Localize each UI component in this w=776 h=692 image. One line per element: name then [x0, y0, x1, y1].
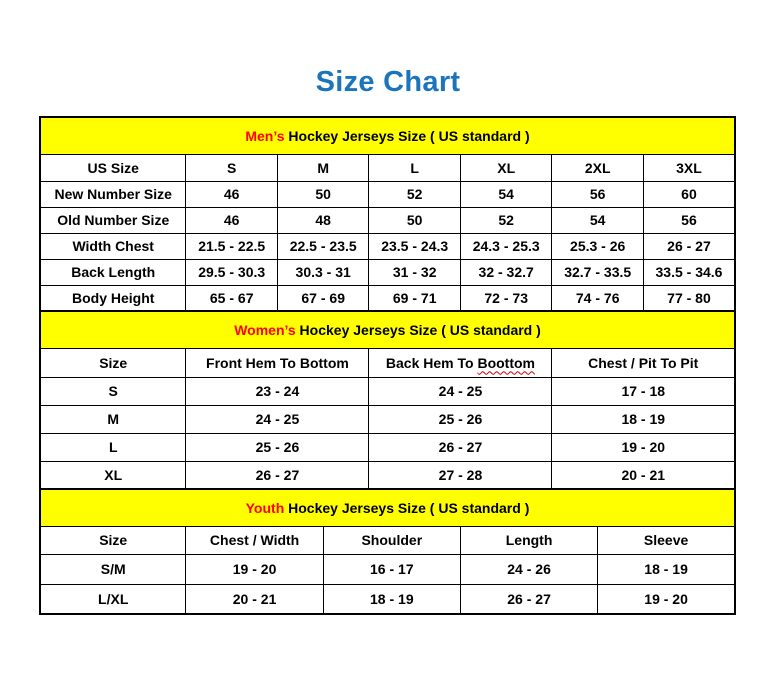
mens-col-header-2xl: 2XL — [552, 154, 644, 181]
youth-accent-word: Youth — [245, 499, 285, 516]
womens-row-s — [40, 377, 735, 405]
youth-col-header-length: Length — [460, 526, 597, 554]
mens-row-width-chest — [40, 233, 735, 259]
womens-value-cell: 27 - 28 — [369, 461, 552, 489]
mens-value-cell: 50 — [277, 181, 369, 207]
mens-value-cell: 46 — [186, 207, 278, 233]
youth-value-cell: 18 - 19 — [323, 584, 460, 614]
womens-value-cell: 25 - 26 — [186, 433, 369, 461]
womens-value-cell: 17 - 18 — [552, 377, 735, 405]
mens-col-header-s: S — [186, 154, 278, 181]
youth-col-header-size: Size — [40, 526, 186, 554]
youth-value-cell: 16 - 17 — [323, 554, 460, 584]
youth-size-table — [39, 488, 736, 615]
youth-value-cell: 19 - 20 — [186, 554, 323, 584]
mens-value-cell: 30.3 - 31 — [277, 259, 369, 285]
mens-value-cell: 65 - 67 — [186, 285, 278, 311]
mens-value-cell: 60 — [643, 181, 735, 207]
mens-value-cell: 33.5 - 34.6 — [643, 259, 735, 285]
mens-row-new-number-size — [40, 181, 735, 207]
youth-value-cell: 20 - 21 — [186, 584, 323, 614]
youth-col-header-shoulder: Shoulder — [323, 526, 460, 554]
mens-value-cell: 21.5 - 22.5 — [186, 233, 278, 259]
youth-col-header-sleeve: Sleeve — [598, 526, 735, 554]
youth-row-l-xl — [40, 584, 735, 614]
mens-value-cell: 52 — [369, 181, 461, 207]
womens-section-header: Women’s Hockey Jerseys Size ( US standard ) — [40, 311, 735, 348]
mens-col-header-us-size: US Size — [40, 154, 186, 181]
mens-value-cell: 25.3 - 26 — [552, 233, 644, 259]
womens-row-label-m: M — [40, 405, 186, 433]
mens-value-cell: 67 - 69 — [277, 285, 369, 311]
tables — [39, 116, 736, 615]
mens-value-cell: 56 — [643, 207, 735, 233]
mens-value-cell: 26 - 27 — [643, 233, 735, 259]
mens-value-cell: 48 — [277, 207, 369, 233]
mens-section-header: Men’s Hockey Jerseys Size ( US standard ) — [40, 117, 735, 154]
womens-row-m — [40, 405, 735, 433]
mens-value-cell: 50 — [369, 207, 461, 233]
womens-value-cell: 23 - 24 — [186, 377, 369, 405]
womens-accent-word: Women’s — [234, 321, 296, 338]
mens-value-cell: 77 - 80 — [643, 285, 735, 311]
mens-value-cell: 24.3 - 25.3 — [460, 233, 552, 259]
womens-value-cell: 26 - 27 — [186, 461, 369, 489]
mens-value-cell: 23.5 - 24.3 — [369, 233, 461, 259]
mens-value-cell: 74 - 76 — [552, 285, 644, 311]
womens-row-label-l: L — [40, 433, 186, 461]
womens-col-header-chest-pit-to-pit: Chest / Pit To Pit — [552, 348, 735, 377]
youth-section-header: Youth Hockey Jerseys Size ( US standard ) — [40, 489, 735, 526]
mens-row-label-old-number-size: Old Number Size — [40, 207, 186, 233]
mens-accent-word: Men’s — [245, 127, 285, 144]
womens-row-label-xl: XL — [40, 461, 186, 489]
youth-value-cell: 18 - 19 — [598, 554, 735, 584]
womens-row-l — [40, 433, 735, 461]
mens-row-body-height — [40, 285, 735, 311]
mens-value-cell: 32 - 32.7 — [460, 259, 552, 285]
womens-row-label-s: S — [40, 377, 186, 405]
womens-value-cell: 24 - 25 — [369, 377, 552, 405]
womens-col-header-back-hem-to-boottom: Back Hem To Boottom — [369, 348, 552, 377]
youth-row-label-l-xl: L/XL — [40, 584, 186, 614]
mens-col-header-xl: XL — [460, 154, 552, 181]
womens-value-cell: 25 - 26 — [369, 405, 552, 433]
mens-value-cell: 46 — [186, 181, 278, 207]
mens-col-header-m: M — [277, 154, 369, 181]
mens-value-cell: 22.5 - 23.5 — [277, 233, 369, 259]
womens-value-cell: 20 - 21 — [552, 461, 735, 489]
womens-size-table — [39, 310, 736, 490]
youth-value-cell: 26 - 27 — [460, 584, 597, 614]
youth-row-label-s-m: S/M — [40, 554, 186, 584]
misspelled-word: Boottom — [477, 354, 535, 371]
mens-row-old-number-size — [40, 207, 735, 233]
mens-size-table — [39, 116, 736, 312]
mens-value-cell: 56 — [552, 181, 644, 207]
mens-row-label-back-length: Back Length — [40, 259, 186, 285]
youth-value-cell: 24 - 26 — [460, 554, 597, 584]
mens-value-cell: 52 — [460, 207, 552, 233]
mens-value-cell: 31 - 32 — [369, 259, 461, 285]
womens-row-xl — [40, 461, 735, 489]
mens-row-label-width-chest: Width Chest — [40, 233, 186, 259]
mens-row-label-new-number-size: New Number Size — [40, 181, 186, 207]
mens-value-cell: 29.5 - 30.3 — [186, 259, 278, 285]
mens-col-header-l: L — [369, 154, 461, 181]
mens-row-label-body-height: Body Height — [40, 285, 186, 311]
mens-value-cell: 72 - 73 — [460, 285, 552, 311]
womens-value-cell: 24 - 25 — [186, 405, 369, 433]
womens-value-cell: 26 - 27 — [369, 433, 552, 461]
mens-col-header-3xl: 3XL — [643, 154, 735, 181]
mens-row-back-length — [40, 259, 735, 285]
womens-col-header-size: Size — [40, 348, 186, 377]
youth-row-s-m — [40, 554, 735, 584]
womens-col-header-front-hem-to-bottom: Front Hem To Bottom — [186, 348, 369, 377]
page-title: Size Chart — [315, 66, 461, 98]
mens-value-cell: 54 — [552, 207, 644, 233]
womens-value-cell: 18 - 19 — [552, 405, 735, 433]
youth-col-header-chest-width: Chest / Width — [186, 526, 323, 554]
mens-value-cell: 32.7 - 33.5 — [552, 259, 644, 285]
mens-value-cell: 69 - 71 — [369, 285, 461, 311]
womens-value-cell: 19 - 20 — [552, 433, 735, 461]
mens-value-cell: 54 — [460, 181, 552, 207]
youth-value-cell: 19 - 20 — [598, 584, 735, 614]
